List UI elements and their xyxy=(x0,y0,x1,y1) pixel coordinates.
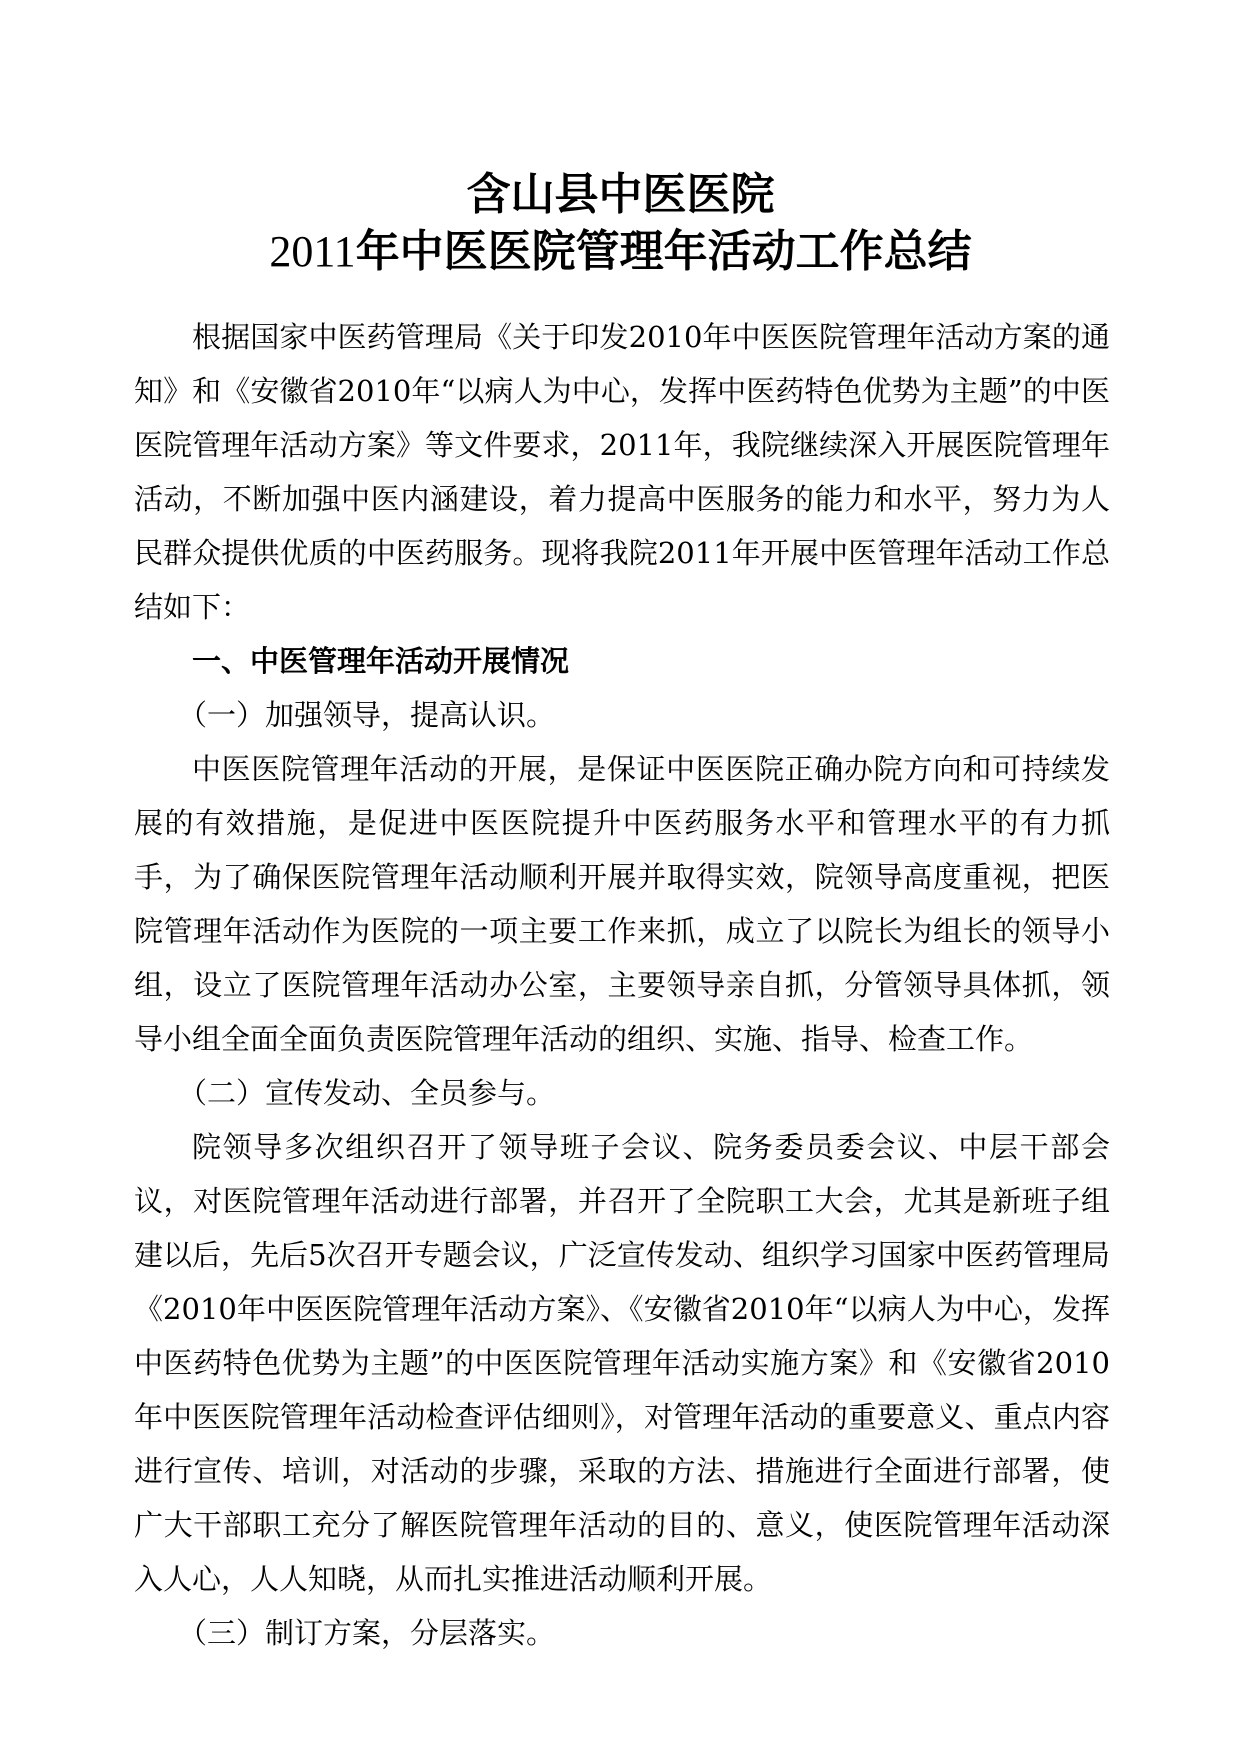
subsection-title-2: （二）宣传发动、全员参与。 xyxy=(178,1076,556,1110)
subsection-paragraph-1: 中医医院管理年活动的开展，是保证中医医院正确办院方向和可持续发展的有效措施，是促进中医医院提升中医药服务水平和管理水平的有力抓手，为了确保医院管理年活动顺利开展并取得实效，院领导高度重视，把医院管理年活动作为医院的一项主要工作来抓，成立了以院长为组长的领导小组，设立了医院管理年活动办公室，主要领导亲自抓，分管领导具体抓，领导小组全面全面负责医院管理年活动的组织、实施、指导、检查工作。 xyxy=(134,752,1110,1056)
title-text: 年中医医院管理年活动工作总结 xyxy=(355,226,972,277)
title-year: 2011 xyxy=(269,227,356,276)
intro-paragraph: 根据国家中医药管理局《关于印发2010年中医医院管理年活动方案的通知》和《安徽省2010年“以病人为中心，发挥中医药特色优势为主题”的中医医院管理年活动方案》等文件要求，2011年，我院继续深入开展医院管理年活动，不断加强中医内涵建设，着力提高中医服务的能力和水平，努力为人民群众提供优质的中医药服务。现将我院2011年开展中医管理年活动工作总结如下： xyxy=(134,320,1110,624)
section-heading-1: 一、中医管理年活动开展情况 xyxy=(192,644,570,678)
subsection-title-1: （一）加强领导，提高认识。 xyxy=(178,698,556,732)
document-body xyxy=(134,310,1110,1660)
document-title-line1: 含山县中医医院 xyxy=(466,169,775,220)
document-title-line2 xyxy=(0,220,1241,284)
subsection-paragraph-2: 院领导多次组织召开了领导班子会议、院务委员委会议、中层干部会议，对医院管理年活动进行部署，并召开了全院职工大会，尤其是新班子组建以后，先后5次召开专题会议，广泛宣传发动、组织学习国家中医药管理局《2010年中医医院管理年活动方案》、《安徽省2010年“以病人为中心，发挥中医药特色优势为主题”的中医医院管理年活动实施方案》和《安徽省2010年中医医院管理年活动检查评估细则》，对管理年活动的重要意义、重点内容进行宣传、培训，对活动的步骤，采取的方法、措施进行全面进行部署，使广大干部职工充分了解医院管理年活动的目的、意义，使医院管理年活动深入人心，人人知晓，从而扎实推进活动顺利开展。 xyxy=(134,1130,1110,1596)
subsection-title-3: （三）制订方案，分层落实。 xyxy=(178,1616,556,1650)
